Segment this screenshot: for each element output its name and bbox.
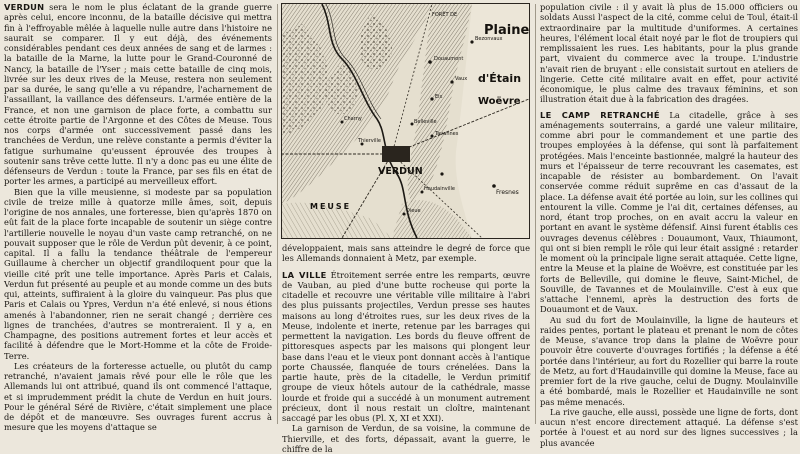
paragraph: Bien que la ville meusienne, si modeste par sa population civile de treize mille à quatorze mille âmes, soit, depuis l'origine de nos annales, une forteresse, bien qu'après 1870 on eût fait de la place forte incapable de soutenir un siège contre l'artillerie nouvelle le noyau d'un vaste camp retranché, on ne pouvait supposer que le rôle de Verdun pût devenir, à ce point, capital. Il a fallu la tendance théâtrale de l'empereur Guillaume à chercher un objectif grandiloquent pour que la vieille cité prît une telle importance. Après Paris et Calais, Verdun fut présenté au peuple et au monde comme un des buts qui, atteints, suffiraient à la gloire du vainqueur. Pas plus que Paris et Calais ou Ypres, Verdun n'a été enlevé, si nous étions amenés à l'abandonner, rien ne serait changé ; derrière ces lignes de tranchées, d'autres se montreraient. Il y a, en Champagne, des positions autrement fortes et leur accès et facilité à défendre que le Mort-Homme et la côte de Froide-Terre. bbox=[4, 186, 272, 361]
map-label-charny: Charny bbox=[344, 116, 362, 122]
column-divider bbox=[535, 4, 536, 424]
map-label-meuse: MEUSE bbox=[310, 202, 352, 211]
map-label-fresnes: Fresnes bbox=[496, 189, 519, 196]
map-label-plaine: Plaine bbox=[484, 23, 530, 38]
paragraph: Au sud du fort de Moulainville, la ligne de hauteurs et raides pentes, portant le plateau et prenant le nom de côtes de Meuse, s'avance trop dans la plaine de Woëvre pour pouvoir être couverte d'ouvrages fortifiés ; la défense a été portée dans l'intérieur, au fort du Rozellier qui barre la route de Metz, au fort d'Haudainville qui domine la Meuse, face au premier fort de la rive gauche, celui de Dugny. Moulainville a été bombardé, mais le Rozellier et Haudainville ne sont pas même menacés. bbox=[540, 314, 798, 407]
map-label-vaux: Vaux bbox=[455, 76, 468, 82]
map-label-verdun: VERDUN bbox=[378, 166, 423, 177]
article-column-1 bbox=[4, 2, 272, 433]
map-label-tavannes: Tavannes bbox=[435, 131, 459, 137]
paragraph: LE CAMP RETRANCHÉ La citadelle, grâce à ses aménagements souterrains, a gardé une valeur militaire, comme abri pour le commandement et une partie des troupes employées à la défense, qui sont là parfaitement protégées. Mais l'enceinte bastionnée, malgré la hauteur des murs et l'épaisseur de terre recouvrant les casemates, est incapable de résister au bombardement. On l'avait conservée comme réduit suprême en cas d'assaut de la place. La défense avait été portée au loin, sur les collines qui entourent la ville. Comme je l'ai dit, certaines défenses, au nord, étant trop proches, on en avait accru la valeur en portant en avant le système défensif. Ainsi furent établis ces ouvrages devenus célèbres : Douaumont, Vaux, Thiaumont, qui ont si bien rempli le rôle qui leur était assigné : retarder le moment où la principale ligne serait attaquée. Cette ligne, entre la Meuse et la plaine de Woëvre, est constituée par les forts de Belleville, qui domine le fleuve, Saint-Michel, de Souville, de Tavannes et de Moulainville. C'est à eux que s'attache l'ennemi, après la destruction des forts de Douaumont et de Vaux. bbox=[540, 109, 798, 315]
map-label-dieue: Dieue bbox=[406, 208, 421, 214]
map-label-eix: Eix bbox=[435, 94, 443, 100]
paragraph: La garnison de Verdun, de sa voisine, la commune de Thierville, et des forts, dépassait, avant la guerre, le chiffre de la bbox=[282, 423, 530, 454]
paragraph: développaient, mais sans atteindre le degré de force que les Allemands donnaient à Metz, par exemple. bbox=[282, 243, 530, 264]
verdun-map bbox=[281, 3, 530, 239]
paragraph: population civile : il y avait là plus de 15.000 officiers ou soldats Aussi l'aspect de la cité, comme celui de Toul, était-il extraordinaire par la multitude d'uniformes. A certaines heures, l'élément local était noyé par le flot de troupiers qui remplissaient les rues. Les habitants, pour la plus grande part, vivaient du commerce avec la troupe. L'industrie n'avait rien de bruyant : elle consistait surtout en ateliers de lingerie. Cette cité militaire avait en effet, pour activité économique, le plus calme des travaux féminins, et son illustration était due à la fabrication des dragées. bbox=[540, 2, 798, 105]
map-label-etain: d'Étain bbox=[478, 72, 522, 85]
map-label-thierville: Thierville bbox=[358, 138, 381, 144]
lead-word: VERDUN bbox=[4, 2, 45, 12]
section-heading: LA VILLE bbox=[282, 269, 327, 280]
column-divider bbox=[277, 4, 278, 424]
paragraph: Les créateurs de la forteresse actuelle, ou plutôt du camp retranché, n'avaient jamais rêvé pour elle le rôle que les Allemands lui ont attribué, quand ils ont commencé l'attaque, et si imprudemment prédit la chute de Verdun en huit jours. Pour le général Séré de Rivière, c'était simplement une place de dépôt et de manœuvre. Ses ouvrages furent accrus à mesure que les moyens d'attaque se bbox=[4, 360, 272, 433]
article-column-3 bbox=[540, 2, 798, 448]
map-label-douaumont: Douaumont bbox=[434, 56, 464, 62]
paragraph: La rive gauche, elle aussi, possède une ligne de forts, dont aucun n'est encore directement attaqué. La défense s'est portée à l'ouest et au nord sur des lignes successives ; la plus avancée bbox=[540, 406, 798, 448]
map-label-belleville: Belleville bbox=[414, 119, 437, 125]
map-label-foret: FORÊT DE bbox=[432, 12, 458, 18]
map-graphic bbox=[282, 4, 529, 238]
section-heading: LE CAMP RETRANCHÉ bbox=[540, 109, 660, 120]
map-label-bezonvaux: Bezonvaux bbox=[475, 36, 503, 42]
paragraph: VERDUN sera le nom le plus éclatant de la grande guerre après celui, encore inconnu, de la bataille décisive qui mettra fin à l'effroyable mêlée à laquelle nulle autre dans l'histoire ne saurait se comparer. Il y eut déjà, des événements considérables pendant ces deux années de sang et de larmes : la bataille de la Marne, la lutte pour le Grand-Couronné de Nancy, la bataille de l'Yser ; mais cette bataille de cinq mois, livrée sur les deux rives de la Meuse, restera non seulement par sa durée, le sang qu'elle a vu répandre, l'acharnement de l'assaillant, la vaillance des défenseurs. L'armée entière de la France, et non une garnison de place forte, a combattu sur cette étroite partie de l'Argonne et des Côtes de Meuse. Tous nos corps d'armée ont successivement passé dans les tranchées de Verdun, une relève constante a permis d'éviter la fatigue surhumaine qu'eussent éprouvée des troupes à soutenir sans trêve cette lutte. Il n'y a donc pas eu une élite de défenseurs de Verdun : toute la France, par ses fils en état de porter les armes, a participé au merveilleux effort. bbox=[4, 2, 272, 187]
map-label-haudainville: Haudainville bbox=[424, 186, 455, 192]
map-label-woevre: Woëvre bbox=[478, 96, 521, 107]
paragraph: LA VILLE Étroitement serrée entre les remparts, œuvre de Vauban, au pied d'une butte rocheuse qui porte la citadelle et recouvre une véritable ville militaire à l'abri des plus puissants projectiles, Verdun presse ses hautes maisons au long d'étroites rues, sur les deux rives de la Meuse, indolente et inerte, retenue par les barrages qui permettent la navigation. Les bords du fleuve offrent de pittoresques aspects par les maisons qui plongent leur base dans l'eau et le vieux pont donnant accès à l'antique porte Chaussée, flanquée de tours crénelées. Dans la partie haute, près de la citadelle, le Verdun primitif groupe de vieux hôtels autour de la cathédrale, masse lourde et froide qui a succédé à un monument autrement précieux, dont il nous restait un cloître, maintenant saccagé par les obus (Pl. X, XI et XXI). bbox=[282, 269, 530, 423]
article-column-2 bbox=[282, 243, 530, 454]
